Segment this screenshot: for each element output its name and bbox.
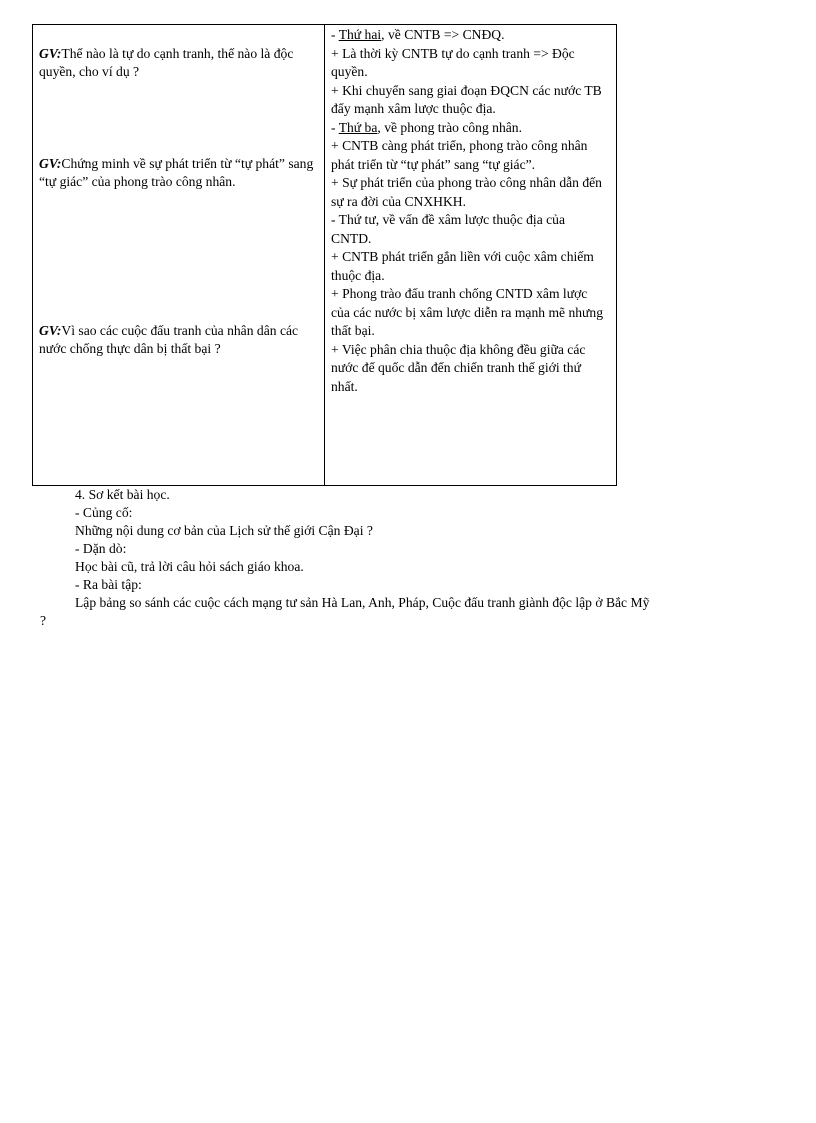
teacher-prefix: GV: <box>39 46 62 61</box>
exercise-question-mark: ? <box>40 613 47 628</box>
question-text: Chứng minh về sự phát triển từ “tự phát” sang “tự giác” của phong trào công nhân. <box>39 156 314 189</box>
lesson-summary <box>75 486 785 612</box>
summary-heading: 4. Sơ kết bài học. <box>75 487 170 502</box>
answer-item-label: Thứ ba <box>338 119 378 135</box>
question-1 <box>39 45 314 81</box>
lesson-table <box>32 24 617 486</box>
answer-bullet: + Sự phát triển của phong trào công nhân dẫn đến sự ra đời của CNXHKH. <box>331 175 602 209</box>
answer-item-2: - Thứ ba, về phong trào công nhân. <box>331 119 522 135</box>
reminder-label: - Dặn dò: <box>75 541 127 556</box>
answer-bullet: + Khi chuyển sang giai đoạn ĐQCN các nước TB đẩy mạnh xâm lược thuộc địa. <box>331 82 602 116</box>
consolidate-text: Những nội dung cơ bản của Lịch sử thế giới Cận Đại ? <box>75 523 373 538</box>
reminder-text: Học bài cũ, trả lời câu hỏi sách giáo khoa. <box>75 559 304 574</box>
column-divider <box>324 25 325 485</box>
question-text: Thế nào là tự do cạnh tranh, thế nào là độc quyền, cho ví dụ ? <box>39 46 294 79</box>
answer-column <box>331 26 608 396</box>
exercise-text: Lập bảng so sánh các cuộc cách mạng tư sản Hà Lan, Anh, Pháp, Cuộc đấu tranh giành độc lập ở Bắc Mỹ <box>75 595 650 610</box>
question-text: Vì sao các cuộc đấu tranh của nhân dân các nước chống thực dân bị thất bại ? <box>39 323 299 356</box>
question-2 <box>39 155 314 191</box>
answer-bullet: + Phong trào đấu tranh chống CNTD xâm lược của các nước bị xâm lược diễn ra mạnh mẽ nhưng thất bại. <box>331 286 604 338</box>
answer-bullet: + Việc phân chia thuộc địa không đều giữa các nước đế quốc dẫn đến chiến tranh thế giới thứ nhất. <box>331 341 586 394</box>
answer-item-3: - Thứ tư, về vấn đề xâm lược thuộc địa của CNTD. <box>331 212 566 246</box>
consolidate-label: - Củng cố: <box>75 505 133 520</box>
answer-bullet: + Là thời kỳ CNTB tự do cạnh tranh => Độc quyền. <box>331 45 575 79</box>
question-3 <box>39 322 314 358</box>
answer-item-1: - Thứ hai, về CNTB => CNĐQ. <box>331 27 505 42</box>
answer-item-label: Thứ hai <box>338 27 382 42</box>
teacher-prefix: GV: <box>39 323 62 338</box>
answer-bullet: + CNTB phát triển gắn liền với cuộc xâm chiếm thuộc địa. <box>331 249 594 283</box>
teacher-prefix: GV: <box>39 156 62 171</box>
answer-bullet: + CNTB càng phát triển, phong trào công nhân phát triển từ “tự phát” sang “tự giác”. <box>331 138 588 172</box>
exercise-label: - Ra bài tập: <box>75 577 142 592</box>
